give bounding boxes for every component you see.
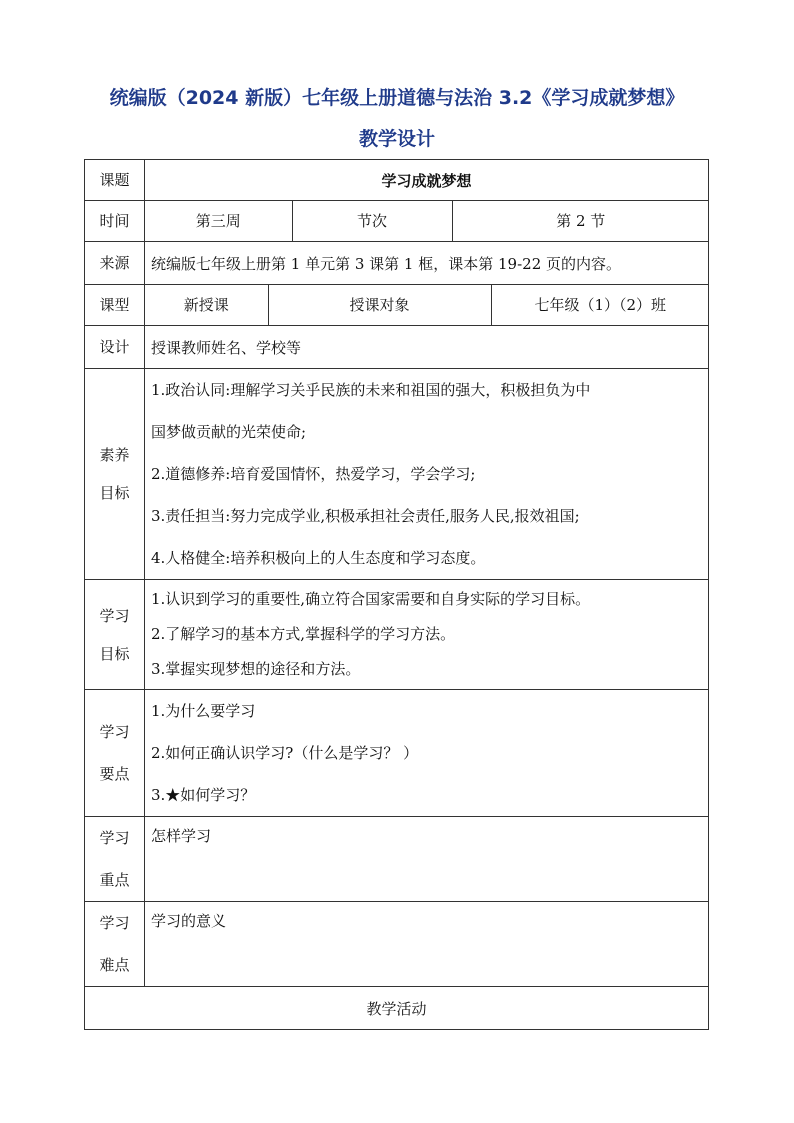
label-topic: 课题: [85, 160, 145, 201]
label-literacy: [85, 369, 145, 580]
row-source: [85, 242, 709, 285]
time-inner-table: [145, 201, 709, 241]
literacy-list: [145, 369, 709, 580]
label-focus: [85, 817, 145, 902]
literacy-item: 1.政治认同:理解学习关乎民族的未来和祖国的强大，积极担负为中: [151, 381, 591, 399]
label-points: [85, 690, 145, 817]
label-difficulty-2: 难点: [99, 956, 130, 974]
document-subtitle: 教学设计: [358, 128, 435, 150]
label-period: 节次: [292, 201, 452, 241]
label-points-1: 学习: [99, 723, 130, 741]
label-focus-1: 学习: [99, 829, 130, 847]
type-inner-table: [145, 285, 709, 325]
value-topic: 学习成就梦想: [145, 160, 709, 201]
focus-text: 怎样学习: [151, 827, 212, 845]
label-points-2: 要点: [99, 765, 130, 783]
points-list: [145, 690, 709, 817]
value-type: 新授课: [183, 296, 229, 314]
goals-list: [145, 580, 709, 690]
label-audience: 授课对象: [268, 285, 491, 325]
label-goals: [85, 580, 145, 690]
point-item: 1.为什么要学习: [151, 702, 256, 720]
goal-item: 1.认识到学习的重要性,确立符合国家需要和自身实际的学习目标。: [151, 590, 591, 608]
row-design: [85, 326, 709, 369]
label-time: 时间: [85, 201, 145, 242]
value-focus: [145, 817, 709, 902]
value-week: 第三周: [195, 212, 241, 230]
row-difficulty: [85, 902, 709, 987]
row-topic: [85, 160, 709, 201]
label-difficulty: [85, 902, 145, 987]
row-literacy: [85, 369, 709, 580]
label-goals-2: 目标: [99, 644, 130, 663]
document-title: 统编版（2024 新版）七年级上册道德与法治 3.2《学习成就梦想》: [109, 87, 685, 109]
label-design: 设计: [85, 326, 145, 369]
value-difficulty: [145, 902, 709, 987]
literacy-item: 4.人格健全:培养积极向上的人生态度和学习态度。: [151, 549, 486, 567]
label-type: 课型: [85, 285, 145, 326]
point-item: 3.★如何学习？: [151, 786, 256, 804]
goal-item: 3.掌握实现梦想的途径和方法。: [151, 660, 361, 678]
label-literacy-2: 目标: [99, 484, 130, 502]
literacy-item: 国梦做贡献的光荣使命;: [151, 423, 307, 441]
lesson-plan-table: [84, 159, 709, 1030]
label-focus-2: 重点: [99, 871, 130, 889]
value-design: 授课教师姓名、学校等: [145, 326, 709, 369]
point-item: 2.如何正确认识学习?（什么是学习？ ）: [151, 744, 419, 762]
label-difficulty-1: 学习: [99, 914, 130, 932]
row-time: [85, 201, 709, 242]
value-audience: 七年级（1）（2）班: [491, 285, 709, 325]
label-source: 来源: [85, 242, 145, 285]
label-literacy-1: 素养: [99, 446, 130, 464]
row-activities: [85, 987, 709, 1030]
value-source: 统编版七年级上册第 1 单元第 3 课第 1 框，课本第 19-22 页的内容。: [145, 242, 709, 285]
row-points: [85, 690, 709, 817]
literacy-item: 2.道德修养:培育爱国情怀，热爱学习，学会学习;: [151, 465, 476, 483]
difficulty-text: 学习的意义: [151, 912, 227, 930]
goal-item: 2.了解学习的基本方式,掌握科学的学习方法。: [151, 625, 456, 643]
row-goals: [85, 580, 709, 690]
row-focus: [85, 817, 709, 902]
literacy-item: 3.责任担当:努力完成学业,积极承担社会责任,服务人民,报效祖国;: [151, 507, 580, 525]
label-goals-1: 学习: [99, 606, 130, 625]
value-activities: 教学活动: [85, 987, 709, 1030]
row-type: [85, 285, 709, 326]
type-cells: [145, 285, 709, 326]
time-cells: [145, 201, 709, 242]
value-period: 第 2 节: [452, 201, 709, 241]
